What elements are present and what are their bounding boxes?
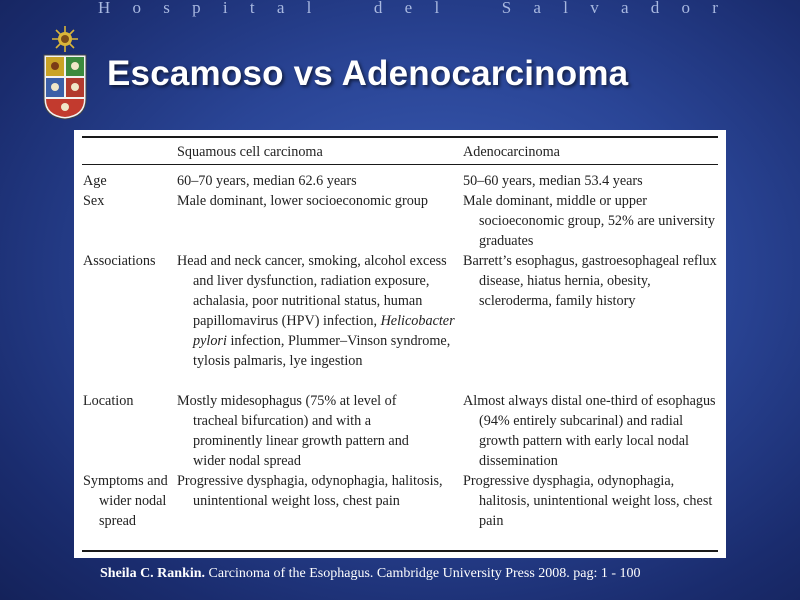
row-label-location: Location: [83, 393, 134, 409]
row-label-associations: Associations: [83, 253, 156, 269]
associations-text-italic: Helicobacter pylori: [193, 313, 455, 349]
citation: [100, 566, 641, 582]
associations-text-post: infection, Plummer–Vinson syndrome, tylosis palmaris, lye ingestion: [193, 333, 451, 369]
header-letter: l: [306, 0, 312, 17]
header-letter: i: [222, 0, 228, 17]
header-letter: o: [681, 0, 690, 17]
column-header-adenocarcinoma: Adenocarcinoma: [463, 144, 560, 160]
header-letter: o: [132, 0, 142, 17]
cell-location-adeno: Almost always distal one-third of esophagus (94% entirely subcarinal) and radial growth pattern with early local nodal dissemination: [463, 393, 716, 469]
university-crest-icon: [40, 25, 90, 120]
header-letter: v: [590, 0, 599, 17]
header-letter: a: [620, 0, 629, 17]
citation-author: Sheila C. Rankin.: [100, 566, 206, 581]
header-letter: p: [192, 0, 201, 17]
comparison-table: [74, 130, 726, 558]
header-letter: S: [501, 0, 512, 17]
header-letter: d: [650, 0, 660, 17]
header-letter: l: [434, 0, 440, 17]
sun-emblem: [52, 26, 78, 52]
header-letter: d: [373, 0, 383, 17]
cell-sex-adeno: Male dominant, middle or upper socioeconomic group, 52% are university graduates: [463, 193, 715, 249]
cell-sex-squamous: Male dominant, lower socioeconomic group: [177, 193, 428, 209]
hospital-name-header: [98, 0, 718, 18]
header-letter: s: [163, 0, 170, 17]
header-letter: r: [712, 0, 718, 17]
table-header-rule: [82, 164, 718, 165]
shield: [44, 55, 86, 119]
cell-associations-adeno: Barrett’s esophagus, gastroesophageal reflux disease, hiatus hernia, obesity, scleroderma, family history: [463, 253, 717, 309]
row-label-sex: Sex: [83, 193, 105, 209]
cell-symptoms-adeno: Progressive dysphagia, odynophagia, halitosis, unintentional weight loss, chest pain: [463, 473, 713, 529]
cell-age-squamous: 60–70 years, median 62.6 years: [177, 173, 357, 189]
header-letter: a: [533, 0, 541, 17]
associations-text-pre: Head and neck cancer, smoking, alcohol excess and liver dysfunction, radiation exposure, achalasia, poor nutritional status, human papillomavirus (HPV) infection,: [177, 253, 447, 329]
citation-source: Carcinoma of the Esophagus. Cambridge University Press 2008. pag: 1 - 100: [205, 566, 641, 581]
row-label-age: Age: [83, 173, 107, 189]
cell-associations-squamous: [177, 251, 462, 371]
header-letter: l: [563, 0, 568, 17]
table-bottom-rule: [82, 550, 718, 552]
slide-title: Escamoso vs Adenocarcinoma: [107, 54, 629, 93]
cell-location-squamous: Mostly midesophagus (75% at level of tracheal bifurcation) and with a prominently linear growth pattern and wider nodal spread: [177, 393, 409, 469]
header-letter: a: [276, 0, 285, 17]
column-header-squamous: Squamous cell carcinoma: [177, 144, 323, 160]
table-top-rule: [82, 136, 718, 138]
cell-age-adeno: 50–60 years, median 53.4 years: [463, 173, 643, 189]
header-letter: e: [404, 0, 413, 17]
header-letter: H: [98, 0, 111, 17]
row-label-symptoms: Symptoms and wider nodal spread: [83, 473, 168, 529]
header-letter: t: [249, 0, 255, 17]
cell-symptoms-squamous: Progressive dysphagia, odynophagia, halitosis, unintentional weight loss, chest pain: [177, 473, 443, 509]
